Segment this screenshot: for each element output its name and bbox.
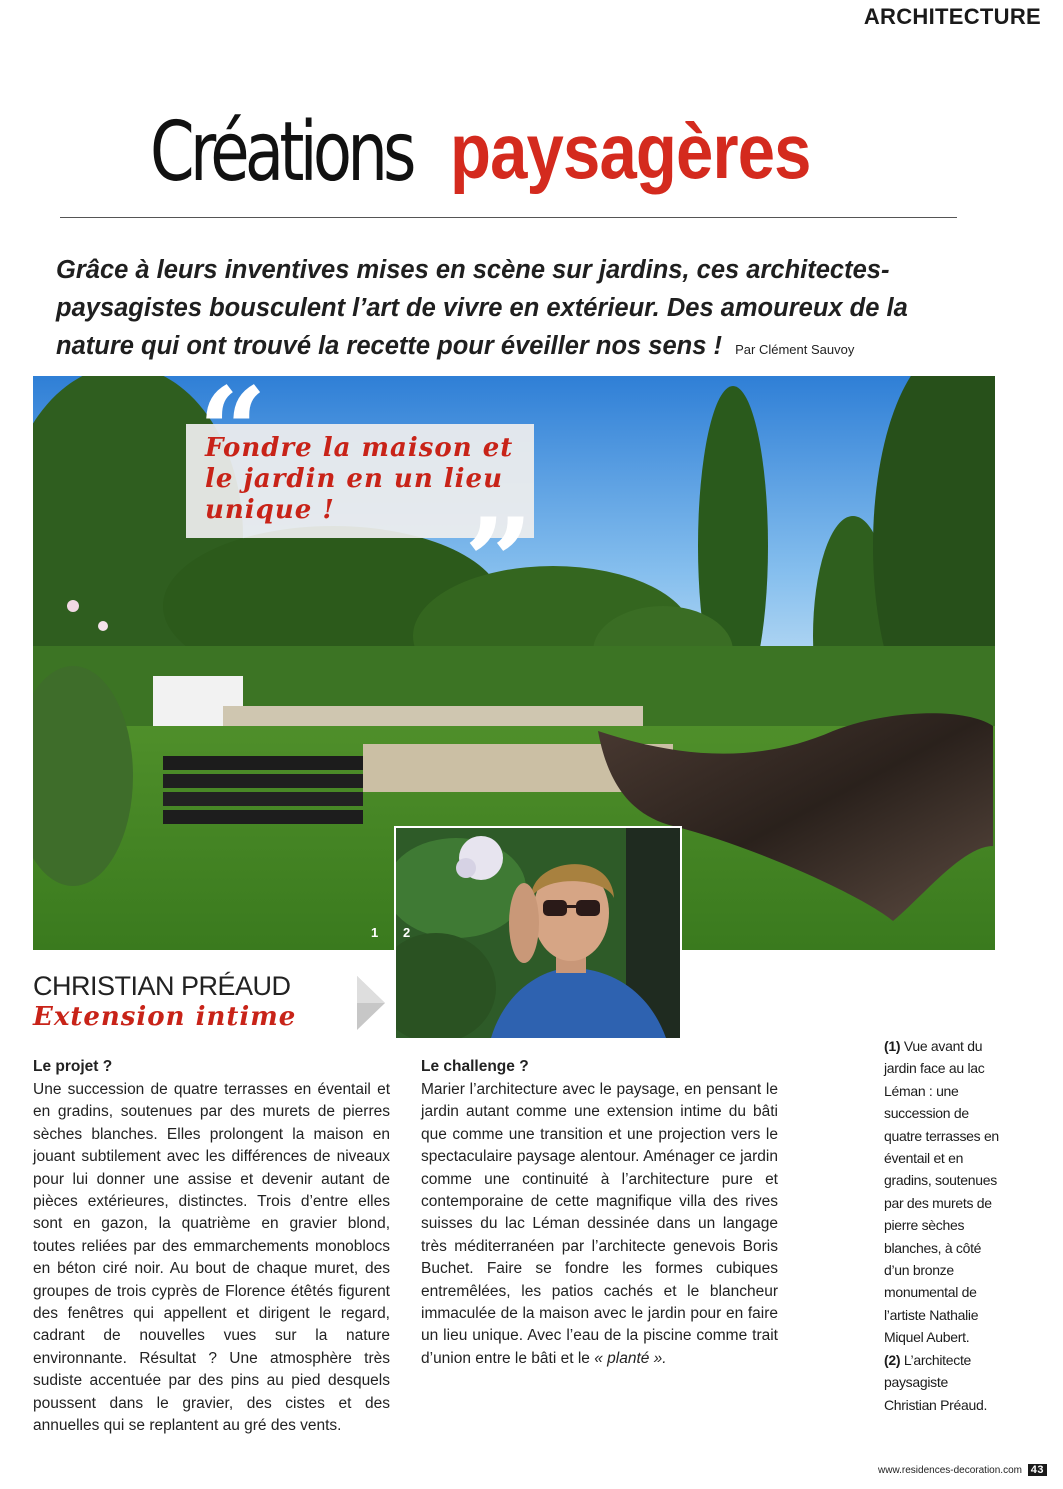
page-footer — [878, 1464, 1047, 1476]
title-light-part: Créations — [150, 105, 412, 200]
challenge-text-block — [421, 1079, 778, 1370]
byline: Par Clément Sauvoy — [735, 342, 855, 357]
lead-text: Grâce à leurs inventives mises en scène sur jardins, ces architectes-paysagistes bousculent l’art de vivre en extérieur. Des amoureux de la nature qui ont trouvé la recette pour éveiller nos sens ! — [56, 256, 908, 360]
photo-caption — [884, 1035, 1002, 1416]
page-title — [150, 105, 1010, 200]
caption-text-1: Vue avant du jardin face au lac Léman : une succession de quatre terrasses en éventail et en gradins, soutenues par des murets de pierre sèches blanches, à côté d’un bronze monumental de l’artiste Nathalie Miquel Aubert. — [884, 1038, 999, 1346]
caption-number-1: (1) — [884, 1038, 901, 1054]
section-label: ARCHITECTURE — [863, 4, 1041, 29]
open-quote-icon: “ — [198, 361, 268, 502]
project-heading: Le projet ? — [33, 1058, 113, 1075]
architect-name: CHRISTIAN PRÉAUD — [33, 971, 291, 1001]
pull-quote-text: Fondre la maison et le jardin en un lieu unique ! — [205, 433, 514, 525]
portrait-photo — [394, 826, 682, 1040]
caption-text-2: L’architecte paysagiste Christian Préaud. — [884, 1351, 988, 1413]
lead-paragraph — [56, 251, 936, 369]
challenge-heading: Le challenge ? — [421, 1058, 529, 1075]
caption-number-2: (2) — [884, 1351, 901, 1368]
challenge-column — [421, 1057, 778, 1370]
page-number: 43 — [1028, 1464, 1047, 1476]
section-subtitle: Extension intime — [33, 1002, 297, 1032]
chevron-right-icon — [357, 976, 385, 1030]
project-text: Une succession de quatre terrasses en éventail et en gradins, soutenues par des murets de pierres sèches blanches. Elles prolongent la maison en jouant subtilement avec les différences de niveaux pour lui donner une assise et devenir autant de pièces extérieures, distinctes. Trois d’entre elles sont en gazon, la quatrième en gravier blond, toutes reliées par des emmarchements monoblocs en béton ciré noir. Au bout de chaque muret, des groupes de trois cyprès de Florence étêtés figurent des fenêtres qui appellent et dirigent le regard, cadrant de nouvelles vues sur la nature environnante. Résultat ? Une atmosphère très sudiste accentuée par des pins au pied desquels poussent dans le gravier, des cistes et des annuelles qui se replantent au gré des vents. — [33, 1081, 390, 1435]
title-divider — [60, 217, 957, 218]
close-quote-icon: ” — [464, 492, 534, 633]
portrait-illustration — [396, 828, 680, 1038]
challenge-text-end: « planté ». — [594, 1349, 667, 1367]
photo-number-1: 1 — [371, 925, 379, 940]
title-bold-part: paysagères — [450, 107, 811, 195]
challenge-text: Marier l’architecture avec le paysage, en pensant le jardin autant comme une extension intime du bâti que comme une transition et une projection vers le spectaculaire paysage alentour. Aménager ce jardin comme une continuité à l’architecture pure et contemporaine de cette magnifique villa des rives suisses du lac Léman dessinée dans un langage très méditerranéen par l’architecte genevois Boris Buchet. Faire se fondre les formes cubiques entremêlées, les patios cachés et le blancheur immaculée de la maison avec le jardin pour en faire un lieu unique. Avec l’eau de la piscine comme trait d’union entre le bâti et le — [421, 1081, 778, 1367]
photo-number-2: 2 — [403, 925, 411, 940]
footer-url: www.residences-decoration.com — [878, 1465, 1022, 1476]
project-column — [33, 1057, 390, 1438]
